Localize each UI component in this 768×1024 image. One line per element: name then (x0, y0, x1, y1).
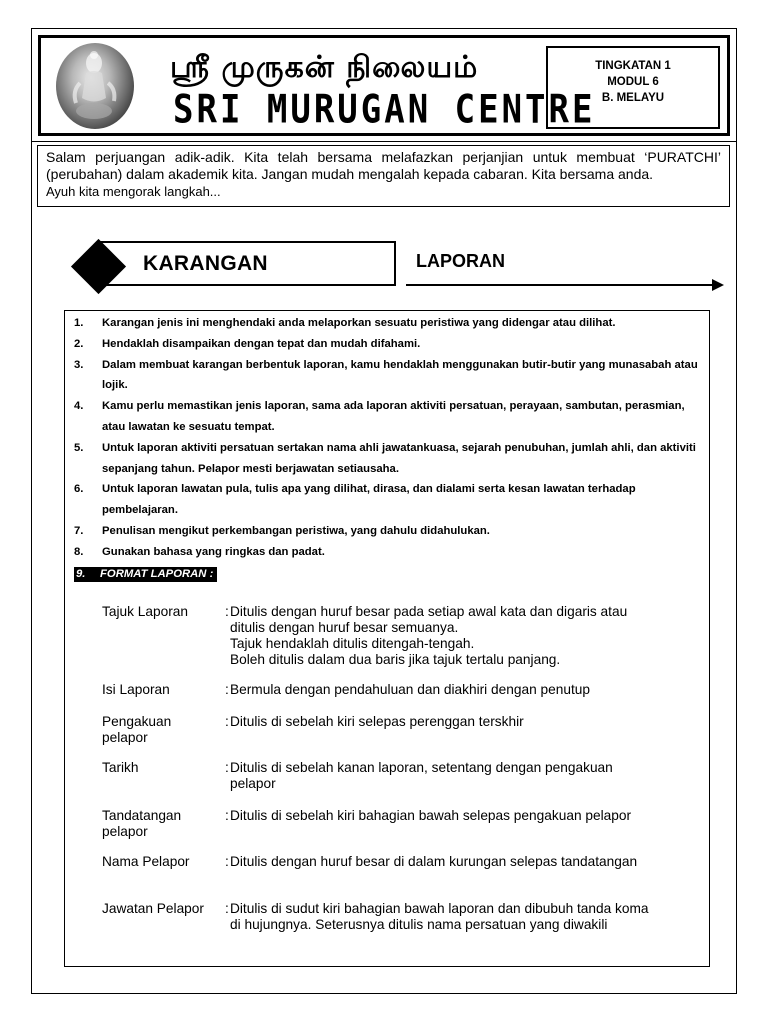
rule-number: 4. (74, 400, 84, 413)
format-colon: : (225, 682, 229, 697)
rule-item (70, 313, 700, 334)
rules-list (70, 313, 700, 563)
arrow-line (406, 284, 716, 286)
format-heading-text: FORMAT LAPORAN : (100, 568, 214, 580)
rule-number: 8. (74, 545, 84, 558)
course-module: MODUL 6 (607, 76, 659, 88)
rule-text: Karangan jenis ini menghendaki anda melaporkan sesuatu peristiwa yang didengar atau dilihat. (102, 317, 616, 329)
format-desc: Ditulis dengan huruf besar di dalam kurungan selepas tandatangan (230, 854, 638, 869)
course-level: TINGKATAN 1 (595, 60, 671, 72)
section-title: KARANGAN (143, 252, 268, 275)
arrow-right-icon (712, 279, 724, 291)
rule-item (70, 396, 700, 438)
rule-number: 5. (74, 441, 84, 454)
rule-item (70, 334, 700, 355)
format-heading (74, 567, 217, 582)
rule-number: 3. (74, 358, 84, 371)
format-label: Tandatangan pelapor (102, 808, 182, 839)
rule-item (70, 479, 700, 521)
rule-number: 2. (74, 337, 84, 350)
format-desc-text: Ditulis dengan huruf besar pada setiap awal kata dan digaris atau ditulis dengan huruf besar semuanya. Tajuk hendaklah ditulis ditengah-tengah. Boleh ditulis dalam dua baris jika tajuk tertalu panjang. (230, 604, 628, 667)
format-label: Tarikh (102, 760, 139, 775)
brand-name-english: SRI MURUGAN CENTRE (173, 87, 596, 133)
rule-number: 7. (74, 524, 84, 537)
format-label: Pengakuan pelapor (102, 714, 172, 745)
rule-number: 6. (74, 483, 84, 496)
rule-item (70, 438, 700, 480)
format-colon: : (225, 714, 229, 729)
greeting-text: Salam perjuangan adik-adik. Kita telah bersama melafazkan perjanjian untuk membuat ‘PURATCHI’ (perubahan) dalam akademik kita. Jangan mudah mengalah kepada cabaran. Kita bersama anda. (46, 149, 721, 182)
format-desc: Ditulis di sebelah kiri selepas perenggan terskhir (230, 714, 524, 729)
format-desc (230, 604, 660, 668)
format-colon: : (225, 760, 229, 775)
course-subject: B. MELAYU (601, 92, 665, 104)
format-label: Nama Pelapor (102, 854, 190, 869)
format-desc: Ditulis di sudut kiri bahagian bawah laporan dan dibubuh tanda koma di hujungnya. Seterusnya ditulis nama persatuan yang diwakili (230, 901, 649, 932)
rule-item (70, 521, 700, 542)
format-colon: : (225, 854, 229, 869)
rule-text: Hendaklah disampaikan dengan tepat dan mudah difahami. (102, 337, 421, 350)
rule-text: Dalam membuat karangan berbentuk laporan, kamu hendaklah menggunakan butir-butir yang munasabah atau lojik. (102, 358, 698, 392)
format-colon: : (225, 901, 229, 916)
format-desc: Ditulis di sebelah kanan laporan, setentang dengan pengakuan pelapor (230, 760, 613, 791)
format-colon: : (225, 808, 229, 823)
format-heading-number: 9. (76, 568, 86, 580)
brand-name-tamil: ஸ்ரீ முருகன் நிலையம் (170, 50, 479, 85)
rule-item (70, 355, 700, 397)
course-info-box (546, 46, 720, 129)
rule-text: Penulisan mengikut perkembangan peristiwa, yang dahulu didahulukan. (102, 524, 490, 537)
format-label: Tajuk Laporan (102, 604, 188, 619)
greeting-box (37, 145, 730, 207)
format-desc: Ditulis di sebelah kiri bahagian bawah selepas pengakuan pelapor (230, 808, 632, 823)
deity-logo-image (56, 43, 134, 129)
rule-item (70, 542, 700, 563)
format-label: Isi Laporan (102, 682, 170, 697)
format-desc: Bermula dengan pendahuluan dan diakhiri dengan penutup (230, 682, 590, 697)
rule-text: Gunakan bahasa yang ringkas dan padat. (102, 545, 325, 558)
rule-text: Kamu perlu memastikan jenis laporan, sama ada laporan aktiviti persatuan, perayaan, sambutan, perasmian, atau lawatan ke sesuatu tempat. (102, 400, 685, 433)
format-label: Jawatan Pelapor (102, 901, 204, 916)
rule-text: Untuk laporan aktiviti persatuan sertakan nama ahli jawatankuasa, sejarah penubuhan, jumlah ahli, dan aktiviti sepanjang tahun. Pelapor mesti berjawatan setiausaha. (102, 441, 696, 475)
rule-text: Untuk laporan lawatan pula, tulis apa yang dilihat, dirasa, dan dialami serta kesan lawatan terhadap pembelajaran. (102, 483, 636, 517)
greeting-closing: Ayuh kita mengorak langkah... (46, 184, 221, 199)
rule-number: 1. (74, 317, 84, 329)
section-subtitle: LAPORAN (416, 251, 505, 271)
format-colon: : (225, 604, 229, 619)
